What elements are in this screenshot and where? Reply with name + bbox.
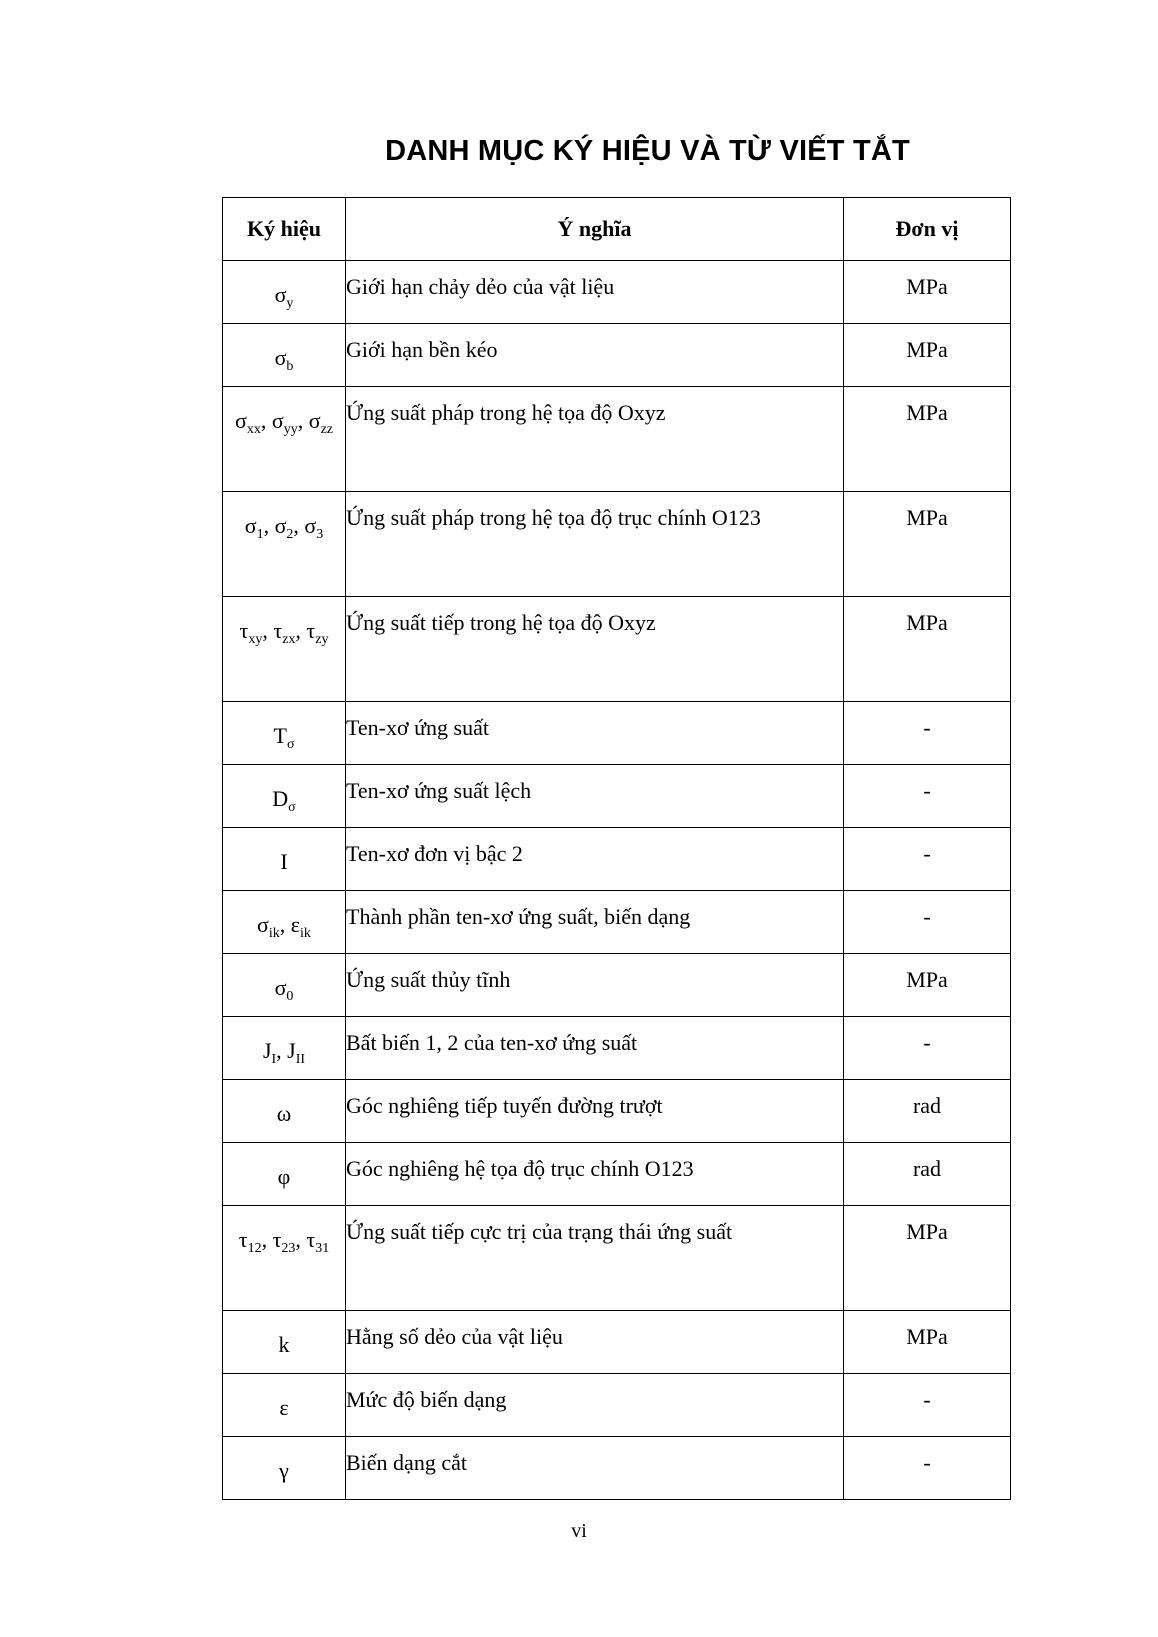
table-body — [223, 261, 1011, 1500]
meaning-cell: Bất biến 1, 2 của ten-xơ ứng suất — [346, 1017, 844, 1080]
symbol-subscript: b — [286, 359, 294, 374]
header-symbol: Ký hiệu — [223, 198, 346, 261]
symbol-cell — [223, 828, 346, 891]
symbols-table — [222, 197, 1011, 1500]
meaning-cell: Ten-xơ đơn vị bậc 2 — [346, 828, 844, 891]
symbol-subscript: 0 — [286, 989, 294, 1004]
table-row — [223, 261, 1011, 324]
unit-cell: - — [844, 1374, 1011, 1437]
symbol-cell: $\tau_{12}$, $\tau_{23}$, $\tau_{31}$ — [223, 1206, 346, 1311]
symbol-subscript: σ — [286, 737, 295, 752]
table-row — [223, 765, 1011, 828]
unit-cell: MPa — [844, 387, 1011, 492]
symbol-base: φ — [277, 1164, 291, 1189]
symbol-base: σ — [274, 345, 287, 370]
unit-cell: - — [844, 765, 1011, 828]
symbol-subscript: xy — [248, 632, 263, 647]
symbol-base: τ — [306, 618, 316, 643]
symbol-subscript: II — [295, 1052, 306, 1067]
symbol-subscript: zy — [315, 632, 329, 647]
symbol-subscript: ik — [300, 926, 311, 941]
meaning-cell: Thành phần ten-xơ ứng suất, biến dạng — [346, 891, 844, 954]
table-row — [223, 891, 1011, 954]
symbol-base: τ — [273, 618, 283, 643]
symbol-cell — [223, 765, 346, 828]
symbol-base: ε — [290, 912, 301, 937]
symbol-cell — [223, 1080, 346, 1143]
unit-cell: MPa — [844, 954, 1011, 1017]
symbol-base: σ — [274, 975, 287, 1000]
table-row — [223, 1311, 1011, 1374]
table-row — [223, 1206, 1011, 1311]
symbol-subscript: y — [286, 296, 294, 311]
table-row — [223, 1017, 1011, 1080]
page-number: vi — [571, 1520, 587, 1542]
meaning-cell: Giới hạn bền kéo — [346, 324, 844, 387]
meaning-cell: Mức độ biến dạng — [346, 1374, 844, 1437]
symbol-subscript: 1 — [256, 527, 264, 542]
symbol-cell — [223, 261, 346, 324]
unit-cell: - — [844, 1017, 1011, 1080]
unit-cell: - — [844, 1437, 1011, 1500]
symbol-base: σ — [274, 282, 287, 307]
symbol-subscript: 12 — [247, 1241, 262, 1256]
meaning-cell: Ứng suất thủy tĩnh — [346, 954, 844, 1017]
meaning-cell: Ứng suất tiếp cực trị của trạng thái ứng suất — [346, 1206, 844, 1311]
symbol-base: σ — [308, 408, 321, 433]
table-row — [223, 387, 1011, 492]
symbol-base: σ — [304, 513, 317, 538]
symbol-base: σ — [271, 408, 284, 433]
symbol-base: J — [262, 1038, 272, 1063]
symbol-subscript: zz — [320, 422, 333, 437]
unit-cell: MPa — [844, 597, 1011, 702]
unit-cell: rad — [844, 1143, 1011, 1206]
symbol-base: k — [278, 1332, 290, 1357]
unit-cell: MPa — [844, 324, 1011, 387]
meaning-cell: Ten-xơ ứng suất lệch — [346, 765, 844, 828]
table-row — [223, 597, 1011, 702]
symbol-subscript: σ — [288, 800, 296, 815]
symbol-base: σ — [234, 408, 247, 433]
meaning-cell: Biến dạng cắt — [346, 1437, 844, 1500]
symbol-base: σ — [274, 513, 287, 538]
symbol-subscript: 3 — [316, 527, 324, 542]
symbol-cell: $\sigma_{ik}$, $\varepsilon_{ik}$ — [223, 891, 346, 954]
symbol-cell — [223, 1143, 346, 1206]
header-unit: Đơn vị — [844, 198, 1011, 261]
unit-cell: MPa — [844, 1206, 1011, 1311]
symbol-cell — [223, 954, 346, 1017]
table-row — [223, 1080, 1011, 1143]
symbol-base: τ — [238, 1227, 248, 1252]
meaning-cell: Giới hạn chảy dẻo của vật liệu — [346, 261, 844, 324]
meaning-cell: Ten-xơ ứng suất — [346, 702, 844, 765]
symbol-base: I — [280, 849, 288, 874]
symbol-base: τ — [306, 1227, 316, 1252]
table-row — [223, 954, 1011, 1017]
table-row — [223, 1437, 1011, 1500]
symbol-cell — [223, 1374, 346, 1437]
meaning-cell: Hằng số dẻo của vật liệu — [346, 1311, 844, 1374]
symbol-cell: $\sigma_{xx}$, $\sigma_{yy}$, $\sigma_{zz}$ — [223, 387, 346, 492]
symbol-base: ω — [276, 1101, 292, 1126]
table-row — [223, 1374, 1011, 1437]
table-row — [223, 1143, 1011, 1206]
unit-cell: MPa — [844, 492, 1011, 597]
symbol-base: J — [287, 1038, 296, 1063]
symbol-cell — [223, 702, 346, 765]
symbol-subscript: I — [271, 1052, 277, 1067]
table-row — [223, 828, 1011, 891]
table-row — [223, 324, 1011, 387]
symbol-subscript: 2 — [286, 527, 294, 542]
meaning-cell: Ứng suất tiếp trong hệ tọa độ Oxyz — [346, 597, 844, 702]
symbol-subscript: xx — [246, 422, 261, 437]
table-row — [223, 492, 1011, 597]
symbol-base: ε — [279, 1395, 289, 1420]
unit-cell: - — [844, 702, 1011, 765]
symbol-base: σ — [257, 912, 269, 937]
symbol-base: T — [273, 723, 287, 748]
symbol-base: τ — [272, 1227, 282, 1252]
symbol-subscript: 23 — [281, 1241, 296, 1256]
symbol-base: τ — [239, 618, 249, 643]
symbol-cell — [223, 1311, 346, 1374]
symbol-base: σ — [244, 513, 257, 538]
symbol-cell — [223, 324, 346, 387]
symbol-subscript: 31 — [315, 1241, 330, 1256]
meaning-cell: Ứng suất pháp trong hệ tọa độ Oxyz — [346, 387, 844, 492]
unit-cell: MPa — [844, 261, 1011, 324]
meaning-cell: Góc nghiêng tiếp tuyến đường trượt — [346, 1080, 844, 1143]
symbol-subscript: ik — [268, 926, 280, 941]
unit-cell: rad — [844, 1080, 1011, 1143]
symbol-cell: $\tau_{xy}$, $\tau_{zx}$, $\tau_{zy}$ — [223, 597, 346, 702]
symbol-base: γ — [279, 1458, 289, 1483]
symbol-base: D — [272, 786, 289, 811]
table-header-row — [223, 198, 1011, 261]
meaning-cell: Góc nghiêng hệ tọa độ trục chính O123 — [346, 1143, 844, 1206]
meaning-cell: Ứng suất pháp trong hệ tọa độ trục chính O123 — [346, 492, 844, 597]
symbol-cell — [223, 1437, 346, 1500]
unit-cell: MPa — [844, 1311, 1011, 1374]
page-title: DANH MỤC KÝ HIỆU VÀ TỪ VIẾT TẮT — [385, 135, 910, 167]
symbol-subscript: yy — [283, 422, 298, 437]
unit-cell: - — [844, 828, 1011, 891]
symbol-subscript: zx — [282, 632, 296, 647]
symbol-cell: $\sigma_1$, $\sigma_2$, $\sigma_3$ — [223, 492, 346, 597]
symbol-cell: $J_I$, $J_{II}$ — [223, 1017, 346, 1080]
table-row — [223, 702, 1011, 765]
header-meaning: Ý nghĩa — [346, 198, 844, 261]
unit-cell: - — [844, 891, 1011, 954]
